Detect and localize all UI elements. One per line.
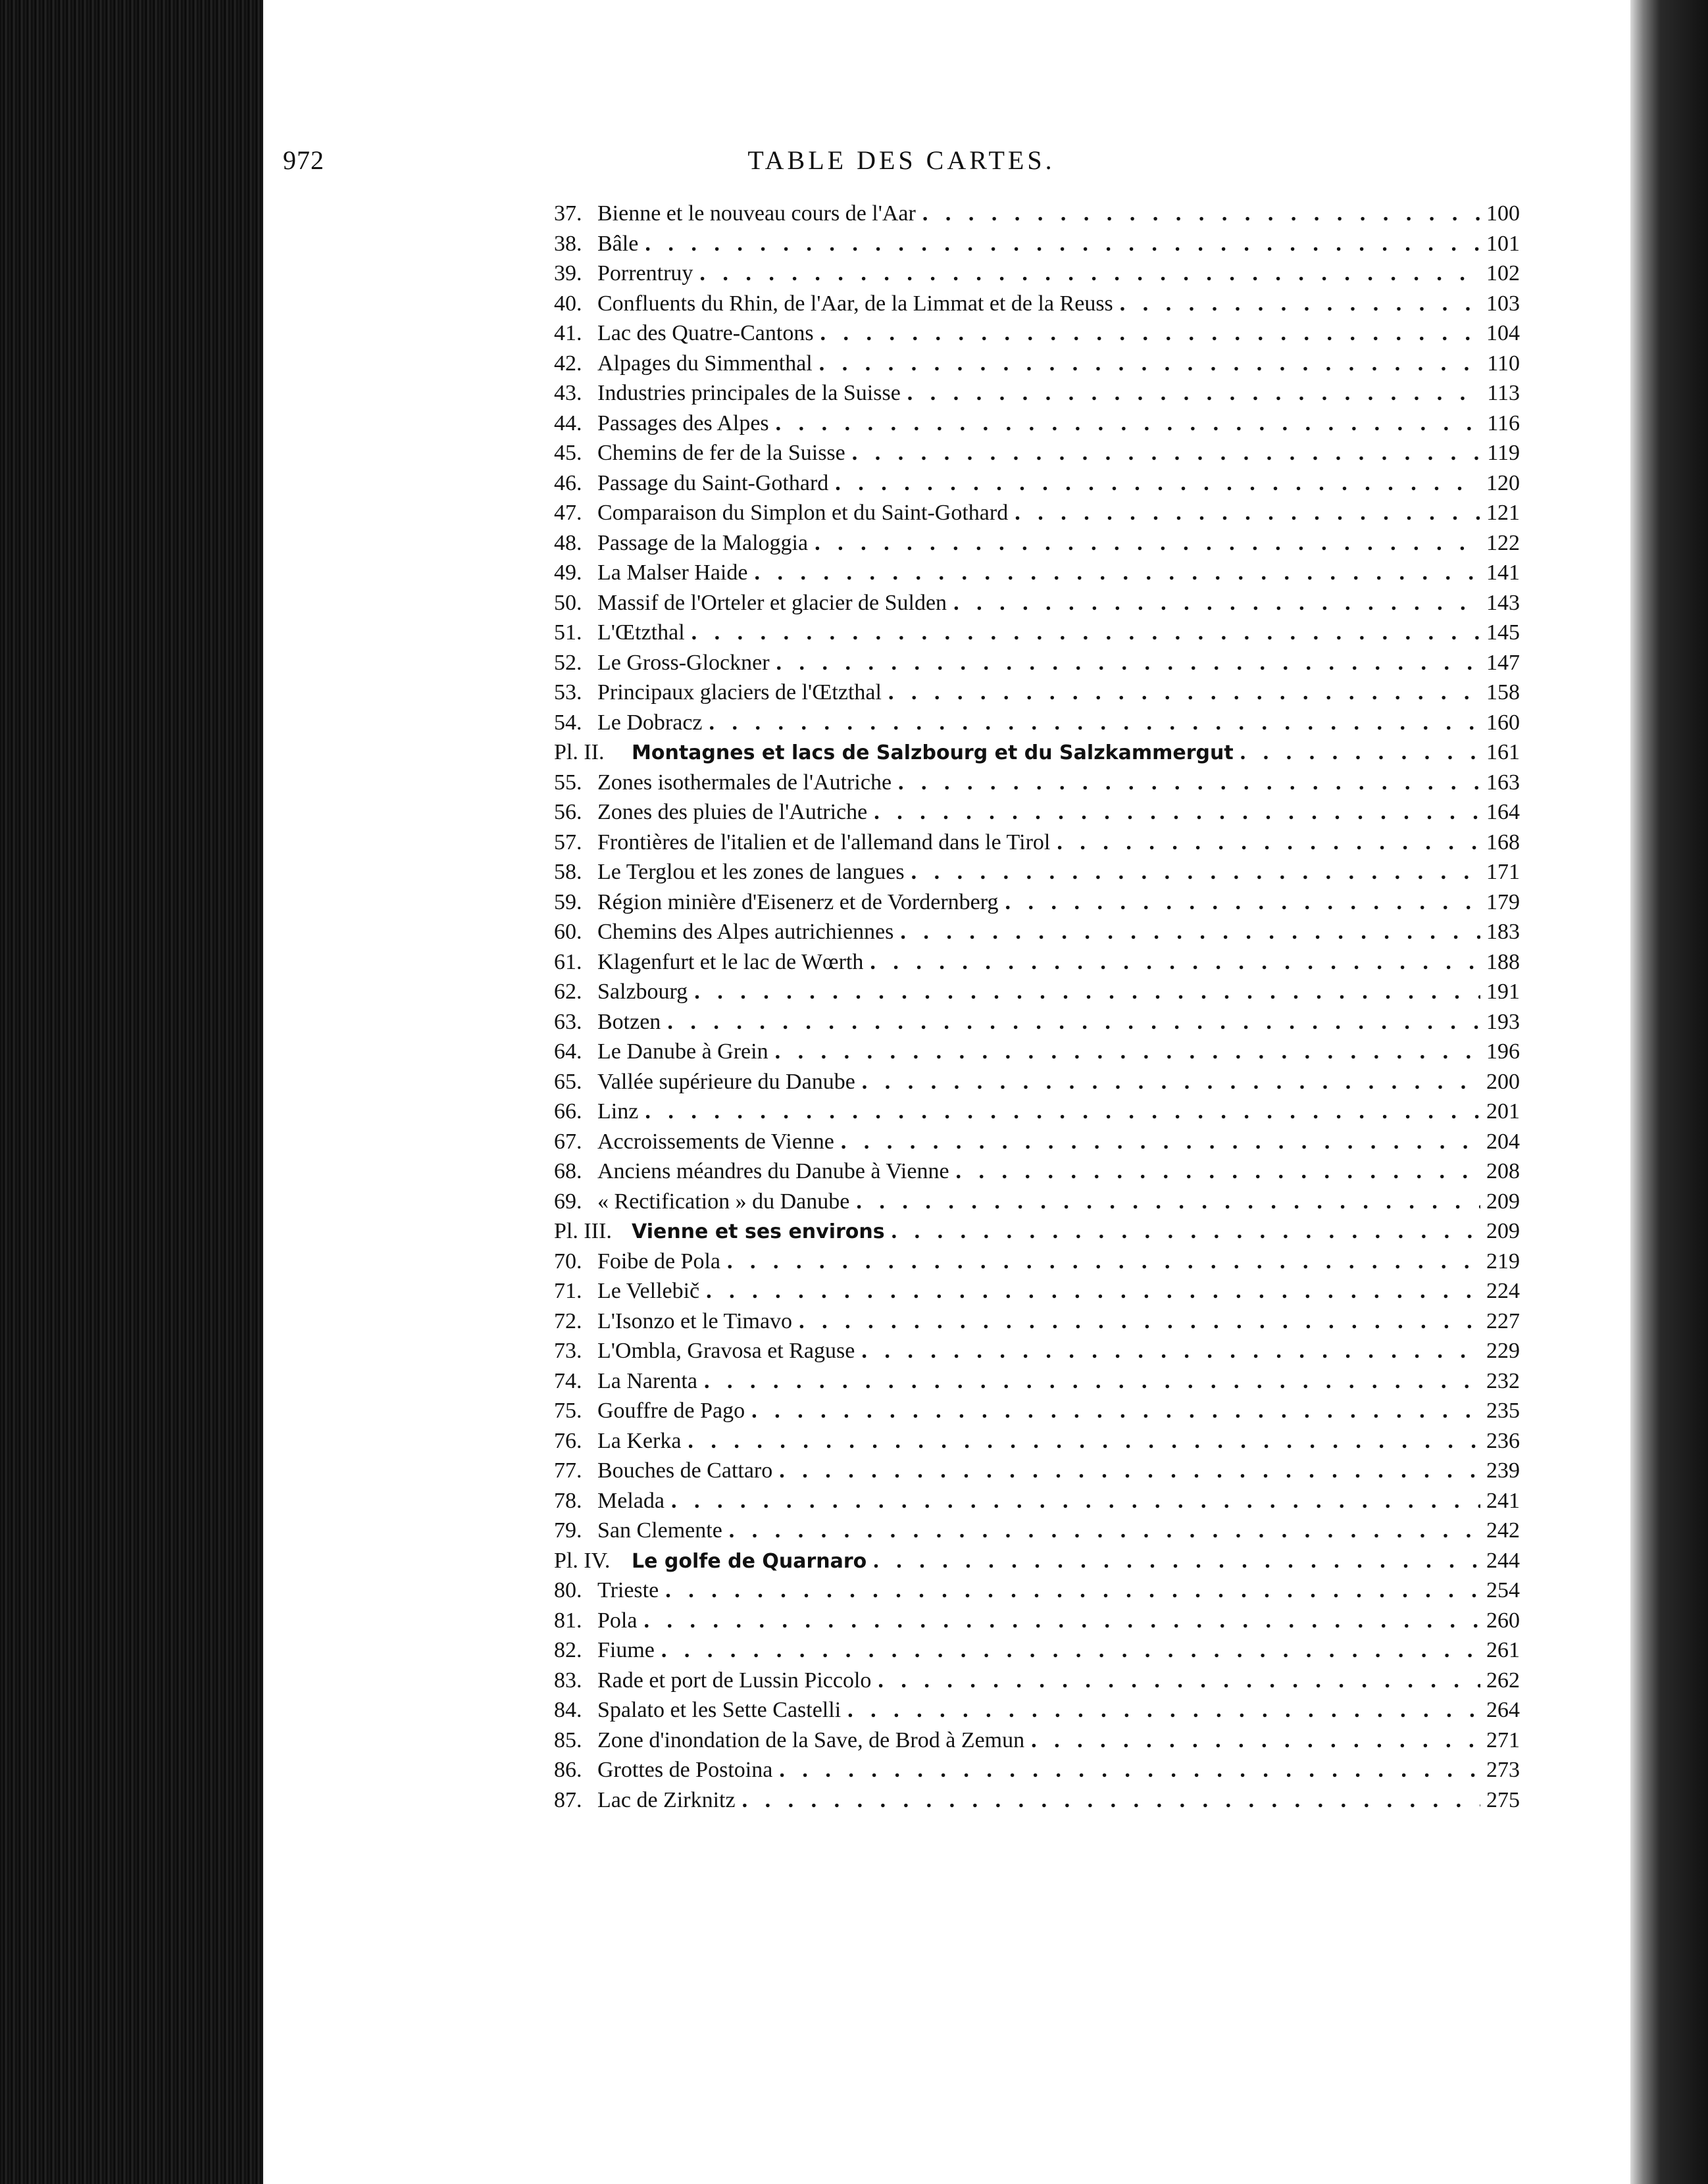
entry-number: 72. bbox=[554, 1308, 582, 1333]
entry-title: Bouches de Cattaro bbox=[597, 1458, 773, 1483]
entry-number: 62. bbox=[554, 980, 582, 1004]
table-of-maps bbox=[554, 199, 1520, 1815]
toc-entry bbox=[554, 1456, 1520, 1486]
toc-entry bbox=[554, 1067, 1520, 1097]
entry-title: « Rectification » du Danube bbox=[597, 1189, 850, 1214]
entry-title: Fiume bbox=[597, 1638, 655, 1662]
dot-leader bbox=[835, 468, 1480, 499]
entry-title: Vienne et ses environs bbox=[632, 1220, 885, 1243]
dot-leader bbox=[861, 1336, 1480, 1366]
dot-leader bbox=[956, 1156, 1480, 1187]
entry-number: Pl. III. bbox=[554, 1219, 612, 1243]
entry-title: Passage de la Maloggia bbox=[597, 530, 809, 555]
dot-leader bbox=[841, 1127, 1480, 1157]
entry-number: 80. bbox=[554, 1578, 582, 1602]
dot-leader bbox=[911, 857, 1480, 887]
facing-page-shadow bbox=[1630, 0, 1708, 2184]
entry-number: 71. bbox=[554, 1279, 582, 1303]
entry-title: L'Ombla, Gravosa et Raguse bbox=[597, 1339, 855, 1363]
toc-entry bbox=[554, 828, 1520, 858]
toc-entry bbox=[554, 349, 1520, 379]
entry-page-number: 224 bbox=[1486, 1279, 1520, 1303]
entry-number: 65. bbox=[554, 1069, 582, 1094]
entry-page-number: 232 bbox=[1486, 1368, 1520, 1393]
entry-page-number: 116 bbox=[1487, 410, 1520, 435]
toc-plate-entry bbox=[554, 1546, 1520, 1576]
toc-entry bbox=[554, 768, 1520, 798]
dot-leader bbox=[900, 917, 1480, 947]
toc-entry bbox=[554, 1336, 1520, 1366]
entry-page-number: 141 bbox=[1486, 560, 1520, 585]
entry-number: 54. bbox=[554, 710, 582, 735]
entry-number: 47. bbox=[554, 501, 582, 525]
toc-entry bbox=[554, 1606, 1520, 1636]
entry-number: 82. bbox=[554, 1638, 582, 1662]
entry-title: Comparaison du Simplon et du Saint-Gothard bbox=[597, 501, 1009, 525]
entry-page-number: 102 bbox=[1486, 261, 1520, 285]
toc-entry bbox=[554, 797, 1520, 828]
entry-title: Pola bbox=[597, 1608, 638, 1633]
entry-page-number: 227 bbox=[1486, 1308, 1520, 1333]
dot-leader bbox=[742, 1785, 1480, 1816]
entry-number: 79. bbox=[554, 1518, 582, 1543]
entry-number: 84. bbox=[554, 1698, 582, 1722]
dot-leader bbox=[847, 1695, 1480, 1725]
entry-title: Zone d'inondation de la Save, de Brod à Zemun bbox=[597, 1727, 1025, 1752]
entry-number: 75. bbox=[554, 1399, 582, 1423]
entry-title: Chemins de fer de la Suisse bbox=[597, 441, 845, 465]
entry-number: 60. bbox=[554, 920, 582, 944]
entry-number: 49. bbox=[554, 560, 582, 585]
toc-entry bbox=[554, 857, 1520, 887]
dot-leader bbox=[779, 1755, 1480, 1785]
toc-entry bbox=[554, 378, 1520, 409]
entry-page-number: 209 bbox=[1486, 1189, 1520, 1214]
entry-number: 81. bbox=[554, 1608, 582, 1633]
toc-entry bbox=[554, 1576, 1520, 1606]
entry-title: Porrentruy bbox=[597, 261, 693, 285]
entry-number: 78. bbox=[554, 1488, 582, 1513]
dot-leader bbox=[643, 1606, 1480, 1636]
entry-number: 37. bbox=[554, 201, 582, 226]
entry-page-number: 201 bbox=[1486, 1099, 1520, 1124]
dot-leader bbox=[645, 1097, 1480, 1127]
entry-number: 74. bbox=[554, 1368, 582, 1393]
entry-page-number: 191 bbox=[1486, 980, 1520, 1004]
dot-leader bbox=[874, 797, 1480, 828]
entry-page-number: 145 bbox=[1486, 620, 1520, 645]
dot-leader bbox=[1005, 887, 1480, 918]
entry-title: Frontières de l'italien et de l'allemand dans le Tirol bbox=[597, 830, 1051, 855]
dot-leader bbox=[852, 438, 1480, 468]
dot-leader bbox=[751, 1396, 1480, 1426]
entry-number: 56. bbox=[554, 800, 582, 824]
entry-title: Le Vellebič bbox=[597, 1279, 700, 1303]
dot-leader bbox=[691, 618, 1480, 648]
entry-number: 76. bbox=[554, 1428, 582, 1453]
entry-page-number: 196 bbox=[1486, 1039, 1520, 1064]
entry-page-number: 164 bbox=[1486, 800, 1520, 824]
entry-number: 59. bbox=[554, 889, 582, 914]
dot-leader bbox=[819, 349, 1480, 379]
toc-entry bbox=[554, 1695, 1520, 1725]
toc-entry bbox=[554, 498, 1520, 528]
toc-entry bbox=[554, 1396, 1520, 1426]
entry-page-number: 101 bbox=[1486, 231, 1520, 256]
entry-number: 87. bbox=[554, 1787, 582, 1812]
dot-leader bbox=[888, 678, 1480, 708]
entry-title: Confluents du Rhin, de l'Aar, de la Limmat et de la Reuss bbox=[597, 291, 1113, 316]
toc-entry bbox=[554, 678, 1520, 708]
entry-page-number: 229 bbox=[1486, 1339, 1520, 1363]
toc-entry bbox=[554, 887, 1520, 918]
entry-title: Melada bbox=[597, 1488, 665, 1513]
entry-title: Zones isothermales de l'Autriche bbox=[597, 770, 892, 795]
entry-title: Principaux glaciers de l'Œtzthal bbox=[597, 680, 882, 705]
entry-page-number: 275 bbox=[1486, 1787, 1520, 1812]
entry-page-number: 193 bbox=[1486, 1009, 1520, 1034]
entry-title: Lac des Quatre-Cantons bbox=[597, 321, 814, 345]
dot-leader bbox=[706, 1276, 1480, 1306]
entry-page-number: 147 bbox=[1486, 650, 1520, 675]
toc-entry bbox=[554, 229, 1520, 259]
entry-title: Anciens méandres du Danube à Vienne bbox=[597, 1159, 949, 1183]
entry-page-number: 188 bbox=[1486, 949, 1520, 974]
dot-leader bbox=[665, 1576, 1480, 1606]
entry-number: Pl. II. bbox=[554, 740, 605, 764]
entry-number: 64. bbox=[554, 1039, 582, 1064]
entry-page-number: 121 bbox=[1486, 501, 1520, 525]
entry-title: Bâle bbox=[597, 231, 639, 256]
dot-leader bbox=[892, 1216, 1480, 1247]
dot-leader bbox=[688, 1426, 1480, 1456]
entry-title: Botzen bbox=[597, 1009, 661, 1034]
entry-number: 69. bbox=[554, 1189, 582, 1214]
dot-leader bbox=[953, 588, 1480, 618]
page-header bbox=[283, 145, 1520, 184]
dot-leader bbox=[922, 199, 1480, 229]
dot-leader bbox=[729, 1516, 1480, 1546]
entry-page-number: 273 bbox=[1486, 1758, 1520, 1782]
entry-page-number: 236 bbox=[1486, 1428, 1520, 1453]
entry-page-number: 179 bbox=[1486, 889, 1520, 914]
entry-number: 38. bbox=[554, 231, 582, 256]
toc-entry bbox=[554, 1007, 1520, 1037]
entry-number: 52. bbox=[554, 650, 582, 675]
dot-leader bbox=[820, 318, 1480, 349]
toc-entry bbox=[554, 1187, 1520, 1217]
toc-entry bbox=[554, 977, 1520, 1007]
dot-leader bbox=[754, 558, 1480, 588]
toc-entry bbox=[554, 1666, 1520, 1696]
entry-page-number: 244 bbox=[1486, 1548, 1520, 1573]
toc-entry bbox=[554, 1247, 1520, 1277]
toc-entry bbox=[554, 558, 1520, 588]
entry-page-number: 200 bbox=[1486, 1069, 1520, 1094]
dot-leader bbox=[870, 947, 1480, 978]
toc-plate-entry bbox=[554, 1216, 1520, 1247]
entry-title: Le Gross-Glockner bbox=[597, 650, 770, 675]
entry-number: 61. bbox=[554, 949, 582, 974]
entry-title: Le Terglou et les zones de langues bbox=[597, 860, 905, 884]
entry-title: Industries principales de la Suisse bbox=[597, 381, 901, 405]
entry-page-number: 239 bbox=[1486, 1458, 1520, 1483]
entry-title: Le Dobracz bbox=[597, 710, 703, 735]
entry-title: L'Œtzthal bbox=[597, 620, 685, 645]
entry-title: Zones des pluies de l'Autriche bbox=[597, 800, 868, 824]
toc-entry bbox=[554, 588, 1520, 618]
entry-number: 73. bbox=[554, 1339, 582, 1363]
entry-number: 41. bbox=[554, 321, 582, 345]
dot-leader bbox=[699, 259, 1480, 289]
entry-title: Accroissements de Vienne bbox=[597, 1129, 834, 1154]
toc-entry bbox=[554, 1785, 1520, 1816]
entry-page-number: 183 bbox=[1486, 920, 1520, 944]
entry-page-number: 261 bbox=[1486, 1638, 1520, 1662]
toc-entry bbox=[554, 947, 1520, 978]
entry-title: Région minière d'Eisenerz et de Vordernberg bbox=[597, 889, 999, 914]
dot-leader bbox=[1015, 498, 1480, 528]
entry-title: San Clemente bbox=[597, 1518, 722, 1543]
book-page-edges bbox=[0, 0, 263, 2184]
entry-title: Bienne et le nouveau cours de l'Aar bbox=[597, 201, 916, 226]
entry-page-number: 168 bbox=[1486, 830, 1520, 855]
toc-entry bbox=[554, 1725, 1520, 1756]
entry-title: Alpages du Simmenthal bbox=[597, 351, 813, 376]
toc-entry bbox=[554, 318, 1520, 349]
entry-page-number: 113 bbox=[1487, 381, 1520, 405]
entry-title: Montagnes et lacs de Salzbourg et du Salzkammergut bbox=[632, 741, 1234, 764]
toc-entry bbox=[554, 1366, 1520, 1397]
entry-page-number: 110 bbox=[1487, 351, 1520, 376]
dot-leader bbox=[856, 1187, 1480, 1217]
entry-number: 39. bbox=[554, 261, 582, 285]
entry-number: 83. bbox=[554, 1668, 582, 1693]
toc-plate-entry bbox=[554, 737, 1520, 768]
toc-entry bbox=[554, 438, 1520, 468]
toc-entry bbox=[554, 1426, 1520, 1456]
entry-page-number: 104 bbox=[1486, 321, 1520, 345]
entry-page-number: 120 bbox=[1486, 470, 1520, 495]
entry-number: 46. bbox=[554, 470, 582, 495]
dot-leader bbox=[667, 1007, 1480, 1037]
entry-title: L'Isonzo et le Timavo bbox=[597, 1308, 793, 1333]
entry-page-number: 161 bbox=[1486, 740, 1520, 764]
entry-number: 44. bbox=[554, 410, 582, 435]
dot-leader bbox=[1031, 1725, 1480, 1756]
entry-page-number: 264 bbox=[1486, 1698, 1520, 1722]
entry-number: 68. bbox=[554, 1159, 582, 1183]
dot-leader bbox=[779, 1456, 1480, 1486]
toc-entry bbox=[554, 1276, 1520, 1306]
entry-title: Gouffre de Pago bbox=[597, 1399, 745, 1423]
dot-leader bbox=[799, 1306, 1480, 1337]
entry-number: 86. bbox=[554, 1758, 582, 1782]
dot-leader bbox=[815, 528, 1480, 558]
entry-title: Chemins des Alpes autrichiennes bbox=[597, 920, 894, 944]
entry-number: 55. bbox=[554, 770, 582, 795]
toc-entry bbox=[554, 648, 1520, 678]
entry-title: Vallée supérieure du Danube bbox=[597, 1069, 855, 1094]
entry-title: Linz bbox=[597, 1099, 639, 1124]
dot-leader bbox=[1240, 737, 1480, 768]
entry-number: 42. bbox=[554, 351, 582, 376]
entry-number: 51. bbox=[554, 620, 582, 645]
entry-number: Pl. IV. bbox=[554, 1548, 611, 1573]
entry-title: Le Danube à Grein bbox=[597, 1039, 768, 1064]
entry-number: 43. bbox=[554, 381, 582, 405]
toc-entry bbox=[554, 1306, 1520, 1337]
entry-title: Foibe de Pola bbox=[597, 1249, 720, 1274]
running-title: TABLE DES CARTES. bbox=[747, 145, 1055, 175]
entry-title: Le golfe de Quarnaro bbox=[632, 1549, 867, 1573]
entry-page-number: 271 bbox=[1486, 1727, 1520, 1752]
toc-entry bbox=[554, 1127, 1520, 1157]
dot-leader bbox=[775, 1037, 1480, 1067]
toc-entry bbox=[554, 1037, 1520, 1067]
entry-title: La Narenta bbox=[597, 1368, 697, 1393]
entry-title: Klagenfurt et le lac de Wœrth bbox=[597, 949, 864, 974]
entry-number: 50. bbox=[554, 590, 582, 615]
entry-title: Rade et port de Lussin Piccolo bbox=[597, 1668, 872, 1693]
toc-entry bbox=[554, 1156, 1520, 1187]
entry-page-number: 160 bbox=[1486, 710, 1520, 735]
entry-title: Passages des Alpes bbox=[597, 410, 769, 435]
entry-page-number: 254 bbox=[1486, 1578, 1520, 1602]
dot-leader bbox=[727, 1247, 1480, 1277]
dot-leader bbox=[898, 768, 1480, 798]
entry-title: Spalato et les Sette Castelli bbox=[597, 1698, 841, 1722]
toc-entry bbox=[554, 1097, 1520, 1127]
dot-leader bbox=[862, 1067, 1480, 1097]
entry-number: 66. bbox=[554, 1099, 582, 1124]
entry-page-number: 103 bbox=[1486, 291, 1520, 316]
entry-page-number: 204 bbox=[1486, 1129, 1520, 1154]
dot-leader bbox=[709, 708, 1480, 738]
entry-number: 45. bbox=[554, 441, 582, 465]
entry-number: 67. bbox=[554, 1129, 582, 1154]
entry-page-number: 208 bbox=[1486, 1159, 1520, 1183]
entry-page-number: 122 bbox=[1486, 530, 1520, 555]
entry-number: 58. bbox=[554, 860, 582, 884]
entry-title: Trieste bbox=[597, 1578, 659, 1602]
entry-title: Grottes de Postoina bbox=[597, 1758, 773, 1782]
toc-entry bbox=[554, 1516, 1520, 1546]
dot-leader bbox=[878, 1666, 1480, 1696]
dot-leader bbox=[776, 648, 1480, 678]
entry-number: 53. bbox=[554, 680, 582, 705]
dot-leader bbox=[704, 1366, 1480, 1397]
entry-number: 85. bbox=[554, 1727, 582, 1752]
toc-entry bbox=[554, 618, 1520, 648]
page-number: 972 bbox=[283, 145, 324, 175]
entry-number: 63. bbox=[554, 1009, 582, 1034]
entry-title: Passage du Saint-Gothard bbox=[597, 470, 829, 495]
entry-page-number: 158 bbox=[1486, 680, 1520, 705]
entry-number: 77. bbox=[554, 1458, 582, 1483]
entry-page-number: 262 bbox=[1486, 1668, 1520, 1693]
entry-number: 48. bbox=[554, 530, 582, 555]
entry-page-number: 163 bbox=[1486, 770, 1520, 795]
toc-entry bbox=[554, 259, 1520, 289]
entry-page-number: 235 bbox=[1486, 1399, 1520, 1423]
dot-leader bbox=[907, 378, 1480, 409]
entry-page-number: 219 bbox=[1486, 1249, 1520, 1274]
entry-title: Massif de l'Orteler et glacier de Sulden bbox=[597, 590, 947, 615]
toc-entry bbox=[554, 1635, 1520, 1666]
entry-number: 57. bbox=[554, 830, 582, 855]
entry-number: 40. bbox=[554, 291, 582, 316]
toc-entry bbox=[554, 409, 1520, 439]
entry-page-number: 260 bbox=[1486, 1608, 1520, 1633]
toc-entry bbox=[554, 917, 1520, 947]
dot-leader bbox=[1120, 289, 1480, 319]
entry-title: Salzbourg bbox=[597, 980, 688, 1004]
dot-leader bbox=[873, 1546, 1480, 1576]
toc-entry bbox=[554, 708, 1520, 738]
dot-leader bbox=[661, 1635, 1480, 1666]
entry-number: 70. bbox=[554, 1249, 582, 1274]
toc-entry bbox=[554, 528, 1520, 558]
toc-entry bbox=[554, 289, 1520, 319]
toc-entry bbox=[554, 199, 1520, 229]
dot-leader bbox=[776, 409, 1480, 439]
entry-page-number: 241 bbox=[1486, 1488, 1520, 1513]
toc-entry bbox=[554, 468, 1520, 499]
entry-title: La Malser Haide bbox=[597, 560, 748, 585]
entry-page-number: 119 bbox=[1487, 441, 1520, 465]
toc-entry bbox=[554, 1755, 1520, 1785]
entry-page-number: 171 bbox=[1486, 860, 1520, 884]
dot-leader bbox=[671, 1486, 1480, 1516]
dot-leader bbox=[694, 977, 1480, 1007]
entry-page-number: 143 bbox=[1486, 590, 1520, 615]
entry-page-number: 209 bbox=[1486, 1219, 1520, 1243]
dot-leader bbox=[1057, 828, 1480, 858]
entry-title: Lac de Zirknitz bbox=[597, 1787, 736, 1812]
entry-page-number: 100 bbox=[1486, 201, 1520, 226]
toc-entry bbox=[554, 1486, 1520, 1516]
entry-title: La Kerka bbox=[597, 1428, 682, 1453]
entry-page-number: 242 bbox=[1486, 1518, 1520, 1543]
dot-leader bbox=[645, 229, 1480, 259]
